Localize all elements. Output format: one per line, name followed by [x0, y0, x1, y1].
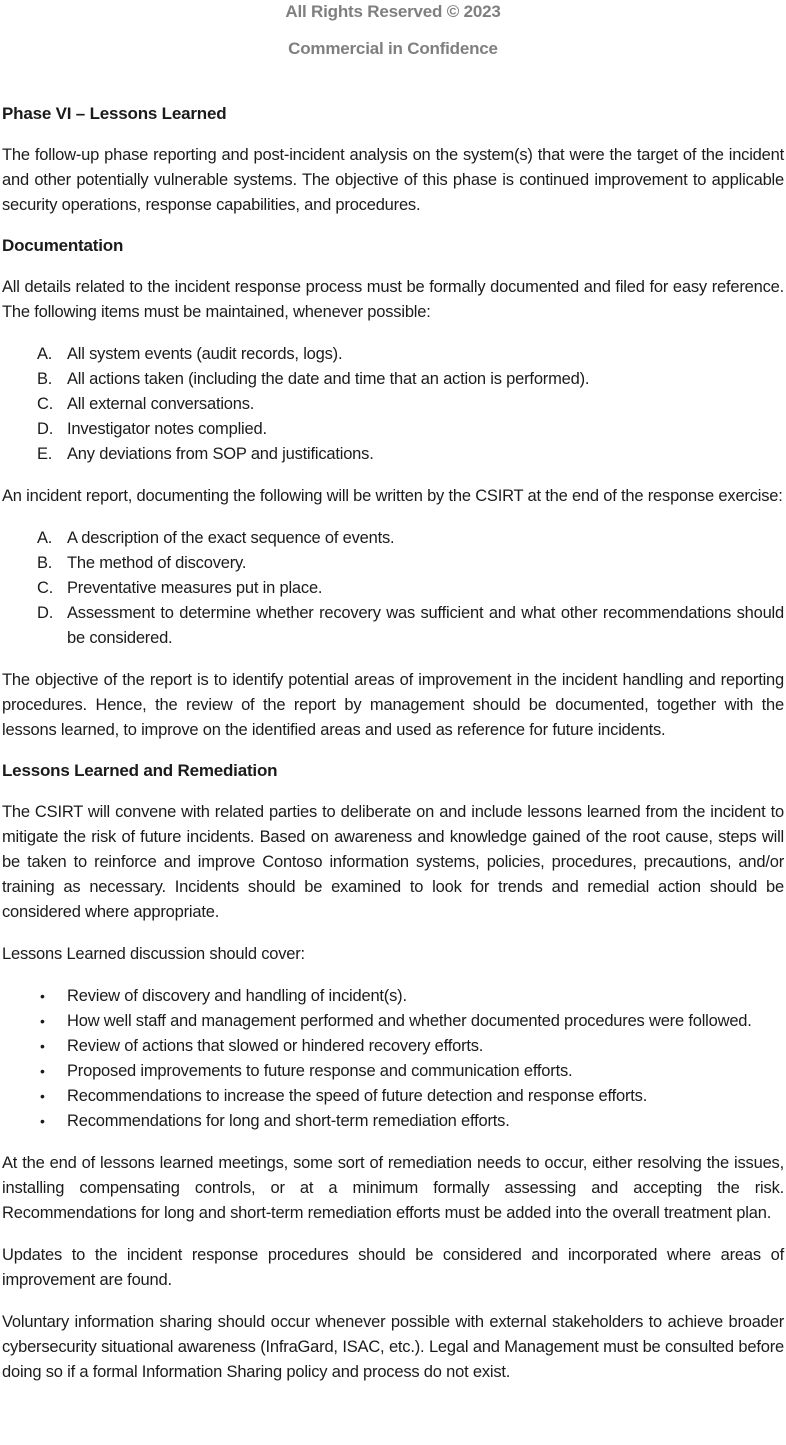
list-item-text: All external conversations.	[67, 395, 255, 413]
bullet-icon: •	[40, 1038, 45, 1054]
bullet-icon: •	[40, 988, 45, 1004]
list-marker: B.	[37, 370, 53, 388]
list-item-text: Review of discovery and handling of incident(s).	[67, 987, 407, 1005]
list-marker: A.	[37, 529, 53, 547]
bullet-icon: •	[40, 1113, 45, 1129]
paragraph-lessons-intro: The CSIRT will convene with related parties to deliberate on and include lessons learned from the incident to mitigate the risk of future incidents. Based on awareness and knowledge gained of the root cause, steps will be taken to reinforce and improve Contoso information systems, policies, procedures, precautions, and/or training as necessary. Incidents should be examined to look for trends and remedial action should be considered where appropriate.	[2, 803, 784, 921]
bullet-icon: •	[40, 1013, 45, 1029]
bullet-list-item	[2, 1034, 784, 1059]
list-marker: E.	[37, 445, 53, 463]
list-marker: D.	[37, 420, 54, 438]
list-marker: D.	[37, 604, 54, 622]
bullet-list-item	[2, 1009, 784, 1034]
list-item-text: How well staff and management performed and whether documented procedures were followed.	[67, 1012, 752, 1030]
paragraph-phase-intro: The follow-up phase reporting and post-incident analysis on the system(s) that were the target of the incident and other potentially vulnerable systems. The objective of this phase is continued improvement to applicable security operations, response capabilities, and procedures.	[2, 146, 784, 214]
bullet-icon: •	[40, 1063, 45, 1079]
list-marker: B.	[37, 554, 53, 572]
page-header	[2, 2, 784, 59]
paragraph-updates: Updates to the incident response procedures should be considered and incorporated where areas of improvement are found.	[2, 1246, 784, 1289]
list-item	[2, 576, 784, 601]
discussion-bullet-list	[2, 984, 784, 1134]
list-item	[2, 342, 784, 367]
paragraph-discussion-intro: Lessons Learned discussion should cover:	[2, 945, 305, 963]
list-item-text: Review of actions that slowed or hindered recovery efforts.	[67, 1037, 484, 1055]
list-item	[2, 442, 784, 467]
bullet-list-item	[2, 984, 784, 1009]
list-marker: C.	[37, 395, 54, 413]
documentation-list	[2, 342, 784, 467]
list-item	[2, 551, 784, 576]
list-item-text: Assessment to determine whether recovery was sufficient and what other recommendations should be considered.	[67, 604, 784, 647]
paragraph-information-sharing: Voluntary information sharing should occur whenever possible with external stakeholders to achieve broader cybersecurity situational awareness (InfraGard, ISAC, etc.). Legal and Management must be consulted before doing so if a formal Information Sharing policy and process do not exist.	[2, 1313, 784, 1381]
confidentiality-text: Commercial in Confidence	[288, 39, 498, 58]
paragraph-documentation-intro: All details related to the incident response process must be formally documented and filed for easy reference. The following items must be maintained, whenever possible:	[2, 278, 784, 321]
incident-report-list	[2, 526, 784, 651]
list-item	[2, 367, 784, 392]
paragraph-remediation: At the end of lessons learned meetings, some sort of remediation needs to occur, either resolving the issues, installing compensating controls, or at a minimum formally assessing and accepting the risk. Recommendations for long and short-term remediation efforts must be added into the overall treatment plan.	[2, 1154, 784, 1222]
list-marker: C.	[37, 579, 54, 597]
list-item-text: All system events (audit records, logs).	[67, 345, 343, 363]
list-item-text: Recommendations for long and short-term remediation efforts.	[67, 1112, 510, 1130]
bullet-list-item	[2, 1084, 784, 1109]
bullet-icon: •	[40, 1088, 45, 1104]
list-item-text: Recommendations to increase the speed of future detection and response efforts.	[67, 1087, 648, 1105]
heading-lessons-learned: Lessons Learned and Remediation	[2, 761, 278, 780]
heading-phase-vi: Phase VI – Lessons Learned	[2, 104, 227, 123]
list-item-text: Preventative measures put in place.	[67, 579, 323, 597]
bullet-list-item	[2, 1059, 784, 1084]
list-item-text: Proposed improvements to future response and communication efforts.	[67, 1062, 573, 1080]
list-item-text: Any deviations from SOP and justifications.	[67, 445, 374, 463]
document-body	[2, 103, 784, 1385]
list-item	[2, 526, 784, 551]
list-item-text: Investigator notes complied.	[67, 420, 267, 438]
paragraph-incident-report-intro: An incident report, documenting the following will be written by the CSIRT at the end of the response exercise:	[2, 487, 783, 505]
list-item	[2, 417, 784, 442]
list-item-text: All actions taken (including the date and time that an action is performed).	[67, 370, 590, 388]
list-item	[2, 601, 784, 651]
heading-documentation: Documentation	[2, 236, 124, 255]
list-marker: A.	[37, 345, 53, 363]
rights-reserved-text: All Rights Reserved © 2023	[285, 2, 501, 21]
list-item-text: A description of the exact sequence of events.	[67, 529, 395, 547]
paragraph-report-objective: The objective of the report is to identify potential areas of improvement in the incident handling and reporting procedures. Hence, the review of the report by management should be documented, together with the lessons learned, to improve on the identified areas and used as reference for future incidents.	[2, 671, 784, 739]
bullet-list-item	[2, 1109, 784, 1134]
list-item	[2, 392, 784, 417]
list-item-text: The method of discovery.	[67, 554, 247, 572]
